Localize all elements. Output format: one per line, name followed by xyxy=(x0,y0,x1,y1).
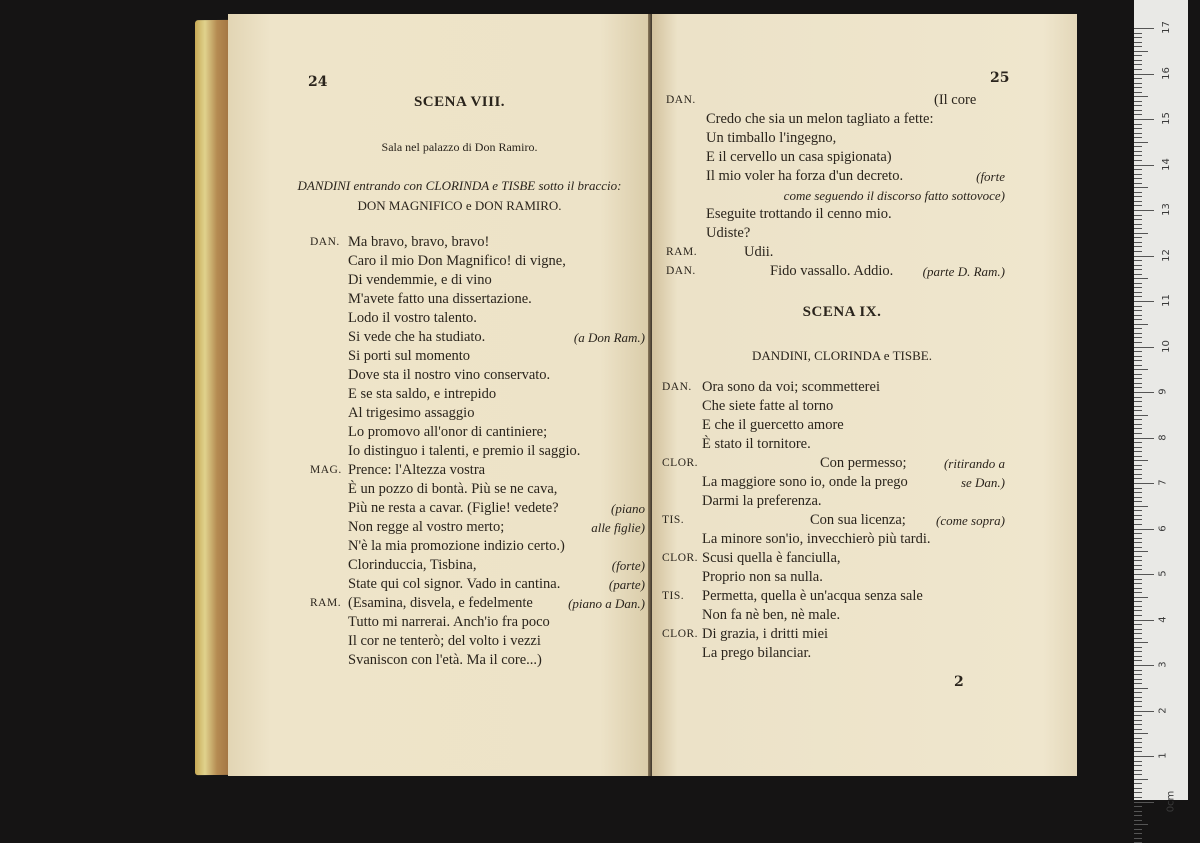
ruler-tick xyxy=(1134,219,1142,220)
ruler-tick xyxy=(1134,201,1142,202)
ruler-tick xyxy=(1134,328,1142,329)
ruler-tick xyxy=(1134,583,1142,584)
ruler-tick xyxy=(1134,747,1142,748)
ruler-tick xyxy=(1134,665,1154,666)
ruler-tick xyxy=(1134,797,1142,798)
verse-line: Il mio voler ha forza d'un decreto. xyxy=(706,168,904,184)
verse-line: Scusi quella è fanciulla, xyxy=(702,550,841,566)
ruler-tick xyxy=(1134,756,1154,757)
ruler-tick xyxy=(1134,101,1142,102)
ruler-tick xyxy=(1134,342,1142,343)
ruler-tick xyxy=(1134,37,1142,38)
stage-direction: (ritirando a xyxy=(943,456,1005,471)
ruler-tick xyxy=(1134,738,1142,739)
ruler-tick xyxy=(1134,146,1142,147)
ruler-tick xyxy=(1134,483,1154,484)
ruler-tick xyxy=(1134,228,1142,229)
ruler-tick xyxy=(1134,242,1142,243)
ruler-tick xyxy=(1134,96,1148,97)
ruler-tick xyxy=(1134,128,1142,129)
ruler-label: 17 xyxy=(1160,21,1172,34)
ruler-tick xyxy=(1134,260,1142,261)
ruler-tick xyxy=(1134,474,1142,475)
speaker-label: DAN. xyxy=(662,381,692,393)
ruler-tick xyxy=(1134,706,1142,707)
verse-line: Fido vassallo. Addio. xyxy=(770,263,894,279)
ruler-tick xyxy=(1134,274,1142,275)
verse-line: M'avete fatto una dissertazione. xyxy=(348,291,532,307)
ruler-tick xyxy=(1134,283,1142,284)
ruler-tick xyxy=(1134,442,1142,443)
ruler-label: 11 xyxy=(1160,294,1172,307)
ruler-tick xyxy=(1134,506,1148,507)
ruler-tick xyxy=(1134,629,1142,630)
ruler-label: 13 xyxy=(1160,203,1172,216)
ruler-tick xyxy=(1134,296,1142,297)
ruler-tick xyxy=(1134,497,1142,498)
measurement-ruler xyxy=(1134,0,1188,812)
ruler-tick xyxy=(1134,251,1142,252)
ruler-tick xyxy=(1134,401,1142,402)
ruler-tick xyxy=(1134,579,1142,580)
ruler-tick xyxy=(1134,301,1154,302)
ruler-tick xyxy=(1134,365,1142,366)
ruler-tick xyxy=(1134,488,1142,489)
verse-line: Ora sono da voi; scommetterei xyxy=(702,379,880,395)
speaker-label: CLOR. xyxy=(662,457,699,469)
ruler-tick xyxy=(1134,711,1154,712)
ruler-tick xyxy=(1134,256,1154,257)
verse-line: Dove sta il nostro vino conservato. xyxy=(348,367,551,383)
stage-direction: (parte D. Ram.) xyxy=(922,264,1005,279)
verse-line: Il cor ne tenterò; del volto i vezzi xyxy=(348,633,541,649)
verse-line: Non fa nè ben, nè male. xyxy=(702,607,841,623)
ruler-tick xyxy=(1134,774,1142,775)
ruler-tick xyxy=(1134,601,1142,602)
ruler-tick xyxy=(1134,642,1148,643)
ruler-label: 16 xyxy=(1160,66,1172,80)
ruler-label: 12 xyxy=(1160,248,1172,262)
verse-line: E il cervello un casa spigionata) xyxy=(706,149,892,165)
ruler-tick xyxy=(1134,324,1148,325)
ruler-tick xyxy=(1134,597,1148,598)
ruler-tick xyxy=(1134,28,1154,29)
ruler-tick xyxy=(1134,592,1142,593)
verse-line: Più ne resta a cavar. (Figlie! vedete? xyxy=(348,500,559,516)
ruler-tick xyxy=(1134,210,1154,211)
ruler-tick xyxy=(1134,829,1142,830)
ruler-tick xyxy=(1134,287,1142,288)
ruler-tick xyxy=(1134,351,1142,352)
ruler-label: 3 xyxy=(1157,661,1169,668)
ruler-label: 10 xyxy=(1160,339,1172,353)
ruler-tick xyxy=(1134,42,1142,43)
ruler-tick xyxy=(1134,137,1142,138)
ruler-label: 1 xyxy=(1157,752,1169,759)
speaker-label: RAM. xyxy=(666,246,698,258)
ruler-tick xyxy=(1134,501,1142,502)
verse-line: Non regge al vostro merto; xyxy=(348,519,505,535)
verse-line: Proprio non sa nulla. xyxy=(702,569,823,585)
ruler-tick xyxy=(1134,265,1142,266)
verse-line: La minore son'io, invecchierò più tardi. xyxy=(702,531,931,547)
ruler-tick xyxy=(1134,278,1148,279)
ruler-tick xyxy=(1134,178,1142,179)
ruler-tick xyxy=(1134,224,1142,225)
ruler-tick xyxy=(1134,87,1142,88)
ruler-tick xyxy=(1134,656,1142,657)
ruler-tick xyxy=(1134,110,1142,111)
verse-line: È stato il tornitore. xyxy=(702,436,811,452)
ruler-tick xyxy=(1134,369,1148,370)
verse-line: Che siete fatte al torno xyxy=(702,398,834,414)
ruler-tick xyxy=(1134,55,1142,56)
ruler-tick xyxy=(1134,174,1142,175)
speaker-label: MAG. xyxy=(310,464,342,476)
verse-line: E che il guercetto amore xyxy=(702,417,844,433)
ruler-tick xyxy=(1134,114,1142,115)
speaker-label: RAM. xyxy=(310,597,342,609)
verse-line: Permetta, quella è un'acqua senza sale xyxy=(702,588,923,604)
verse-line: Eseguite trottando il cenno mio. xyxy=(706,206,892,222)
verse-line: N'è la mia promozione indizio certo.) xyxy=(348,538,565,554)
ruler-tick xyxy=(1134,310,1142,311)
ruler-tick xyxy=(1134,697,1142,698)
ruler-tick xyxy=(1134,751,1142,752)
ruler-tick xyxy=(1134,383,1142,384)
ruler-tick xyxy=(1134,724,1142,725)
ruler-tick xyxy=(1134,64,1142,65)
ruler-tick xyxy=(1134,74,1154,75)
ruler-tick xyxy=(1134,356,1142,357)
ruler-tick xyxy=(1134,742,1142,743)
ruler-tick xyxy=(1134,133,1142,134)
ruler-tick xyxy=(1134,715,1142,716)
ruler-tick xyxy=(1134,478,1142,479)
verse-line: Si vede che ha studiato. xyxy=(348,329,486,345)
ruler-tick xyxy=(1134,624,1142,625)
verse-line: Lo promovo all'onor di cantiniere; xyxy=(348,424,548,440)
ruler-tick xyxy=(1134,651,1142,652)
verse-line: E se sta saldo, e intrepido xyxy=(348,386,497,402)
verse-line: Con sua licenza; xyxy=(810,512,906,528)
stage-direction: (piano xyxy=(611,501,645,516)
ruler-tick xyxy=(1134,337,1142,338)
ruler-tick xyxy=(1134,438,1154,439)
ruler-tick xyxy=(1134,824,1148,825)
ruler-tick xyxy=(1134,469,1142,470)
ruler-label: 4 xyxy=(1157,615,1169,623)
ruler-label: 7 xyxy=(1157,479,1169,486)
verse-line: Darmi la preferenza. xyxy=(702,493,822,509)
verse-line: Svaniscon con l'età. Ma il core...) xyxy=(348,652,542,668)
ruler-tick xyxy=(1134,802,1154,803)
ruler-tick xyxy=(1134,169,1142,170)
ruler-tick xyxy=(1134,205,1142,206)
scene-title: SCENA IX. xyxy=(802,304,882,320)
stage-direction: (piano a Dan.) xyxy=(568,596,645,611)
ruler-tick xyxy=(1134,424,1142,425)
ruler-tick xyxy=(1134,806,1142,807)
ruler-tick xyxy=(1134,397,1142,398)
right-page xyxy=(652,14,1077,776)
ruler-tick xyxy=(1134,547,1142,548)
ruler-tick xyxy=(1134,160,1142,161)
scene-setting: Sala nel palazzo di Don Ramiro. xyxy=(381,140,538,154)
verse-line: Io distinguo i talenti, e premio il saggio. xyxy=(348,443,581,459)
ruler-tick xyxy=(1134,187,1148,188)
verse-line: Con permesso; xyxy=(820,455,907,471)
ruler-tick xyxy=(1134,92,1142,93)
ruler-tick xyxy=(1134,647,1142,648)
verse-line: Ma bravo, bravo, bravo! xyxy=(348,234,490,250)
speaker-label: TIS. xyxy=(662,590,685,602)
ruler-label: 8 xyxy=(1157,433,1169,441)
ruler-tick xyxy=(1134,515,1142,516)
ruler-tick xyxy=(1134,456,1142,457)
ruler-tick xyxy=(1134,428,1142,429)
stage-direction: se Dan.) xyxy=(960,475,1005,490)
ruler-label: 15 xyxy=(1160,112,1172,125)
page-number: 24 xyxy=(308,74,328,90)
stage-direction: (parte) xyxy=(608,577,645,592)
verse-line: Credo che sia un melon tagliato a fette: xyxy=(706,111,934,127)
ruler-tick xyxy=(1134,551,1148,552)
ruler-label: 14 xyxy=(1160,157,1172,171)
ruler-tick xyxy=(1134,387,1142,388)
ruler-label: 2 xyxy=(1157,706,1169,714)
ruler-tick xyxy=(1134,542,1142,543)
verse-line: Al trigesimo assaggio xyxy=(348,405,475,421)
ruler-tick xyxy=(1134,69,1142,70)
ruler-tick xyxy=(1134,729,1142,730)
signature-mark: 2 xyxy=(954,674,964,690)
ruler-tick xyxy=(1134,770,1142,771)
ruler-tick xyxy=(1134,792,1142,793)
verse-line: (Esamina, disvela, e fedelmente xyxy=(348,595,533,611)
ruler-tick xyxy=(1134,733,1148,734)
ruler-tick xyxy=(1134,679,1142,680)
ruler-tick xyxy=(1134,406,1142,407)
ruler-tick xyxy=(1134,701,1142,702)
stage-direction: DON MAGNIFICO e DON RAMIRO. xyxy=(357,198,562,213)
ruler-label: 0cm xyxy=(1165,790,1177,812)
speaker-label: CLOR. xyxy=(662,552,699,564)
ruler-tick xyxy=(1134,78,1142,79)
speaker-label: CLOR. xyxy=(662,628,699,640)
ruler-tick xyxy=(1134,60,1142,61)
ruler-tick xyxy=(1134,569,1142,570)
ruler-tick xyxy=(1134,674,1142,675)
ruler-tick xyxy=(1134,610,1142,611)
verse-line: La prego bilanciar. xyxy=(702,645,812,661)
stage-direction: (a Don Ram.) xyxy=(573,330,645,345)
verse-line: Di vendemmie, e di vino xyxy=(348,272,492,288)
ruler-tick xyxy=(1134,765,1142,766)
ruler-tick xyxy=(1134,433,1142,434)
speaker-label: DAN. xyxy=(666,265,696,277)
ruler-tick xyxy=(1134,761,1142,762)
ruler-tick xyxy=(1134,196,1142,197)
verse-line: Clorinduccia, Tisbina, xyxy=(348,557,477,573)
ruler-tick xyxy=(1134,638,1142,639)
verse-line: Di grazia, i dritti miei xyxy=(702,626,829,642)
ruler-tick xyxy=(1134,492,1142,493)
ruler-tick xyxy=(1134,833,1142,834)
ruler-tick xyxy=(1134,811,1142,812)
ruler-tick xyxy=(1134,33,1142,34)
ruler-tick xyxy=(1134,183,1142,184)
ruler-tick xyxy=(1134,692,1142,693)
ruler-tick xyxy=(1134,574,1154,575)
ruler-tick xyxy=(1134,392,1154,393)
ruler-tick xyxy=(1134,460,1148,461)
verse-line: Udii. xyxy=(744,244,774,260)
ruler-tick xyxy=(1134,519,1142,520)
ruler-tick xyxy=(1134,820,1142,821)
ruler-tick xyxy=(1134,410,1142,411)
ruler-tick xyxy=(1134,105,1142,106)
ruler-tick xyxy=(1134,660,1142,661)
ruler-tick xyxy=(1134,783,1142,784)
verse-line: La maggiore sono io, onde la prego xyxy=(702,474,908,490)
ruler-tick xyxy=(1134,556,1142,557)
ruler-tick xyxy=(1134,165,1154,166)
ruler-tick xyxy=(1134,192,1142,193)
ruler-tick xyxy=(1134,451,1142,452)
stage-direction: (forte) xyxy=(611,558,645,573)
ruler-tick xyxy=(1134,347,1154,348)
ruler-tick xyxy=(1134,688,1148,689)
ruler-tick xyxy=(1134,46,1142,47)
scene-characters: DANDINI, CLORINDA e TISBE. xyxy=(752,348,932,363)
ruler-tick xyxy=(1134,215,1142,216)
ruler-tick xyxy=(1134,447,1142,448)
stage-direction: DANDINI entrando con CLORINDA e TISBE sotto il braccio: xyxy=(297,178,622,193)
ruler-tick xyxy=(1134,315,1142,316)
verse-line: State qui col signor. Vado in cantina. xyxy=(348,576,561,592)
page-number: 25 xyxy=(990,70,1010,86)
verse-line: Un timballo l'ingegno, xyxy=(706,130,837,146)
ruler-tick xyxy=(1134,374,1142,375)
ruler-tick xyxy=(1134,683,1142,684)
verse-line: Udiste? xyxy=(706,225,751,241)
ruler-tick xyxy=(1134,237,1142,238)
verse-line: (Il core xyxy=(934,92,977,108)
speaker-label: DAN. xyxy=(666,94,696,106)
ruler-tick xyxy=(1134,779,1148,780)
ruler-tick xyxy=(1134,788,1142,789)
ruler-tick xyxy=(1134,306,1142,307)
ruler-tick xyxy=(1134,815,1142,816)
ruler-label: 5 xyxy=(1157,570,1169,577)
ruler-tick xyxy=(1134,620,1154,621)
ruler-tick xyxy=(1134,560,1142,561)
stage-direction: alle figlie) xyxy=(591,520,645,535)
ruler-tick xyxy=(1134,378,1142,379)
ruler-tick xyxy=(1134,119,1154,120)
stage-direction: (forte xyxy=(976,169,1005,184)
ruler-tick xyxy=(1134,246,1142,247)
stage-direction: (come sopra) xyxy=(936,513,1005,528)
ruler-tick xyxy=(1134,538,1142,539)
ruler-tick xyxy=(1134,419,1142,420)
ruler-tick xyxy=(1134,51,1148,52)
ruler-tick xyxy=(1134,124,1142,125)
ruler-tick xyxy=(1134,269,1142,270)
ruler-tick xyxy=(1134,510,1142,511)
ruler-tick xyxy=(1134,524,1142,525)
ruler-tick xyxy=(1134,465,1142,466)
ruler-tick xyxy=(1134,533,1142,534)
ruler-tick xyxy=(1134,529,1154,530)
ruler-tick xyxy=(1134,633,1142,634)
verse-line: Lodo il vostro talento. xyxy=(348,310,477,326)
ruler-tick xyxy=(1134,333,1142,334)
speaker-label: DAN. xyxy=(310,236,340,248)
ruler-tick xyxy=(1134,360,1142,361)
ruler-tick xyxy=(1134,319,1142,320)
ruler-tick xyxy=(1134,720,1142,721)
verse-line: Caro il mio Don Magnifico! di vigne, xyxy=(348,253,566,269)
ruler-tick xyxy=(1134,142,1148,143)
ruler-tick xyxy=(1134,83,1142,84)
ruler-tick xyxy=(1134,292,1142,293)
ruler-tick xyxy=(1134,155,1142,156)
ruler-tick xyxy=(1134,588,1142,589)
verse-line: Tutto mi narrerai. Anch'io fra poco xyxy=(348,614,550,630)
speaker-label: TIS. xyxy=(662,514,685,526)
scene-title: SCENA VIII. xyxy=(413,94,506,110)
ruler-tick xyxy=(1134,415,1148,416)
stage-direction: come seguendo il discorso fatto sottovoce) xyxy=(783,188,1005,203)
verse-line: Prence: l'Altezza vostra xyxy=(348,462,486,478)
ruler-tick xyxy=(1134,606,1142,607)
left-page xyxy=(228,14,651,776)
ruler-tick xyxy=(1134,565,1142,566)
ruler-label: 9 xyxy=(1157,388,1169,395)
ruler-tick xyxy=(1134,670,1142,671)
ruler-tick xyxy=(1134,151,1142,152)
verse-line: Si porti sul momento xyxy=(348,348,471,364)
ruler-tick xyxy=(1134,615,1142,616)
verse-line: È un pozzo di bontà. Più se ne cava, xyxy=(348,481,558,497)
ruler-label: 6 xyxy=(1157,524,1169,532)
ruler-tick xyxy=(1134,838,1142,839)
ruler-tick xyxy=(1134,233,1148,234)
